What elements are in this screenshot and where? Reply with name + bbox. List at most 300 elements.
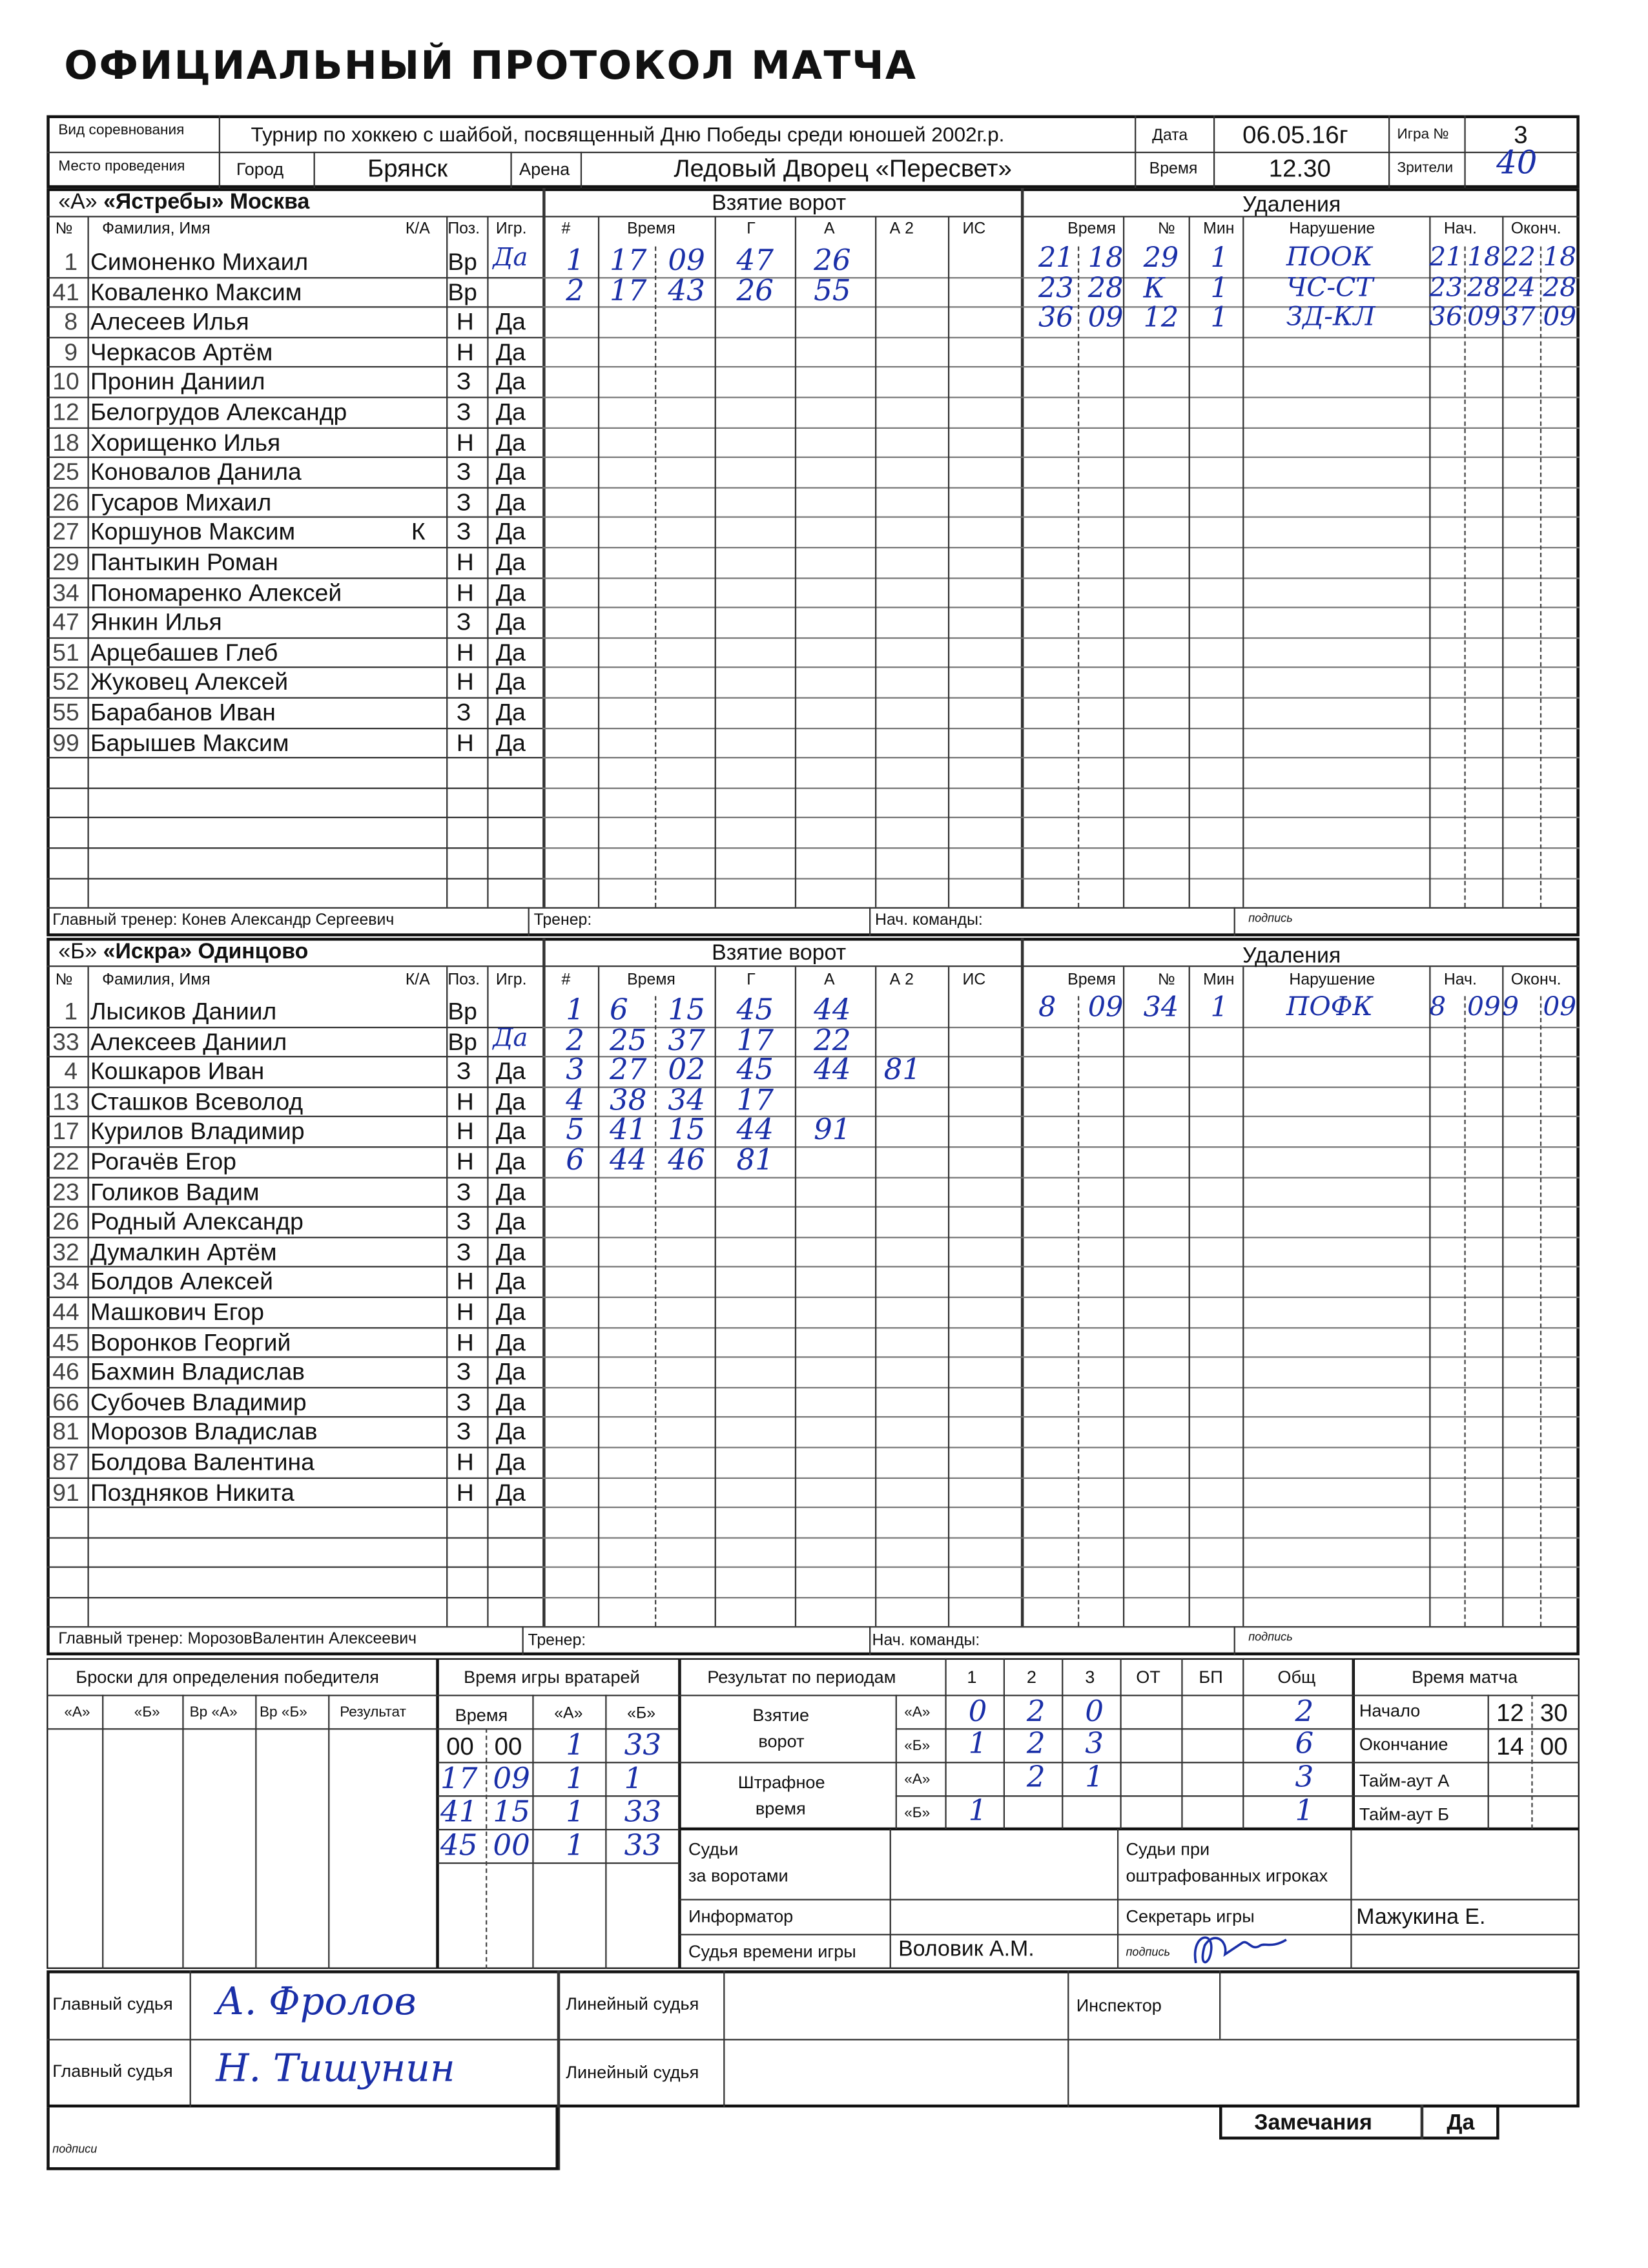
goal-scorer: 47 bbox=[736, 242, 774, 278]
time-divider bbox=[1464, 247, 1465, 907]
grid-line bbox=[542, 1387, 1580, 1388]
player-name: Черкасов Артём bbox=[90, 339, 273, 366]
goal-scorer: 81 bbox=[736, 1142, 774, 1177]
goal-second: 15 bbox=[668, 991, 705, 1027]
player-number: 41 bbox=[52, 279, 79, 306]
goal-second: 46 bbox=[668, 1142, 705, 1177]
grid-line bbox=[46, 1507, 542, 1508]
grid-line bbox=[1123, 967, 1124, 1626]
grid-line bbox=[446, 967, 448, 1626]
period-value: 2 bbox=[1026, 1725, 1045, 1760]
signatures-box bbox=[46, 2107, 559, 2170]
player-position: Н bbox=[456, 1269, 474, 1296]
penalty-player: 29 bbox=[1143, 242, 1179, 274]
secretary-name: Мажукина Е. bbox=[1356, 1904, 1486, 1930]
player-name: Пронин Даниил bbox=[90, 369, 265, 396]
grid-line bbox=[46, 1597, 542, 1598]
grid-line bbox=[542, 577, 1580, 578]
time-divider bbox=[1078, 996, 1079, 1626]
grid-line bbox=[46, 577, 542, 578]
player-number: 55 bbox=[52, 700, 79, 727]
player-name: Лысиков Даниил bbox=[90, 999, 277, 1026]
player-number: 4 bbox=[64, 1059, 78, 1086]
grid-line bbox=[542, 667, 1580, 668]
penalty-player: 12 bbox=[1143, 302, 1179, 335]
goal-second: 34 bbox=[668, 1082, 705, 1117]
player-played: Да bbox=[495, 1479, 526, 1507]
team-a-head-coach: Главный тренер: Конев Александр Сергеевич bbox=[52, 911, 395, 929]
player-number: 66 bbox=[52, 1389, 79, 1416]
grid-line bbox=[46, 727, 542, 728]
grid-line bbox=[715, 218, 716, 907]
player-number: 29 bbox=[52, 550, 79, 577]
player-played: Да bbox=[495, 1149, 526, 1176]
player-played: Да bbox=[495, 1449, 526, 1476]
grid-line bbox=[46, 847, 542, 849]
goalie-change-second: 09 bbox=[493, 1760, 530, 1796]
goalie-a: 1 bbox=[566, 1760, 585, 1796]
player-played: Да bbox=[495, 1179, 526, 1206]
goalie-b: 33 bbox=[624, 1793, 662, 1830]
grid-line bbox=[542, 1266, 1580, 1268]
penalty-second: 28 bbox=[1087, 272, 1124, 305]
goalie-change-minute: 17 bbox=[440, 1760, 478, 1796]
grid-line bbox=[795, 967, 796, 1626]
period-value: 0 bbox=[968, 1693, 987, 1729]
grid-line bbox=[875, 967, 876, 1626]
player-number: 10 bbox=[52, 369, 79, 396]
remarks-value: Да bbox=[1447, 2110, 1475, 2136]
goal-second: 09 bbox=[668, 242, 705, 278]
player-position: З bbox=[456, 1239, 471, 1266]
goal-number: 1 bbox=[566, 991, 585, 1027]
player-number: 91 bbox=[52, 1479, 79, 1507]
player-number: 9 bbox=[64, 339, 78, 366]
team-b-goals-heading: Взятие ворот bbox=[712, 940, 847, 966]
grid-line bbox=[542, 607, 1580, 608]
player-played: Да bbox=[495, 1329, 526, 1356]
player-position: З bbox=[456, 1209, 471, 1236]
grid-line bbox=[715, 967, 716, 1626]
period-value: 1 bbox=[968, 1725, 987, 1760]
grid-line bbox=[88, 967, 89, 1626]
grid-line bbox=[542, 1537, 1580, 1538]
grid-line bbox=[46, 367, 542, 368]
goal-assist: 26 bbox=[814, 242, 851, 278]
grid-line bbox=[46, 1447, 542, 1448]
head-referee-2: Н. Тишунин bbox=[216, 2047, 455, 2092]
player-number: 13 bbox=[52, 1089, 79, 1116]
player-number: 34 bbox=[52, 1269, 79, 1296]
grid-line bbox=[542, 1417, 1580, 1418]
goalie-change-second: 15 bbox=[493, 1793, 530, 1830]
penalty-end-minute: 24 bbox=[1502, 272, 1536, 303]
period-value: 3 bbox=[1085, 1725, 1104, 1760]
player-name: Арцебашев Глеб bbox=[90, 639, 278, 666]
period-value: 6 bbox=[1295, 1725, 1314, 1760]
player-position: З bbox=[456, 1059, 471, 1086]
penalty-end-minute: 37 bbox=[1502, 302, 1536, 333]
player-name: Барышев Максим bbox=[90, 730, 289, 757]
penalty-second: 09 bbox=[1087, 991, 1124, 1024]
grid-line bbox=[487, 218, 488, 907]
grid-line bbox=[542, 1567, 1580, 1568]
goal-minute: 44 bbox=[610, 1142, 647, 1177]
penalty-start-second: 28 bbox=[1467, 272, 1501, 303]
grid-line bbox=[542, 1357, 1580, 1358]
goalie-change-second: 00 bbox=[493, 1827, 530, 1862]
grid-line bbox=[542, 1237, 1580, 1238]
goal-number: 4 bbox=[566, 1082, 585, 1117]
arena-value: Ледовый Дворец «Пересвет» bbox=[674, 154, 1012, 183]
player-position: З bbox=[456, 1179, 471, 1206]
team-b-title: «Б» «Искра» Одинцово bbox=[58, 939, 309, 964]
time-divider bbox=[655, 996, 656, 1626]
grid-line bbox=[46, 818, 542, 819]
grid-line bbox=[542, 457, 1580, 458]
player-name: Гусаров Михаил bbox=[90, 490, 272, 517]
game-no-value: 3 bbox=[1514, 121, 1528, 149]
grid-line bbox=[46, 1237, 542, 1238]
grid-line bbox=[46, 1026, 542, 1027]
goal-scorer: 17 bbox=[736, 1022, 774, 1057]
grid-line bbox=[598, 218, 599, 907]
player-number: 81 bbox=[52, 1419, 79, 1446]
player-played: Да bbox=[495, 610, 526, 637]
player-position: З bbox=[456, 519, 471, 546]
goal-scorer: 45 bbox=[736, 1051, 774, 1087]
player-name: Болдов Алексей bbox=[90, 1269, 273, 1296]
grid-line bbox=[542, 878, 1580, 879]
grid-line bbox=[46, 1387, 542, 1388]
player-position: Н bbox=[456, 670, 474, 697]
grid-line bbox=[46, 1177, 542, 1178]
date-label: Дата bbox=[1152, 127, 1188, 145]
player-name: Голиков Вадим bbox=[90, 1179, 260, 1206]
player-position: З bbox=[456, 490, 471, 517]
grid-line bbox=[542, 336, 1580, 338]
penalty-violation: ПОФК bbox=[1286, 991, 1373, 1023]
player-name: Рогачёв Егор bbox=[90, 1149, 237, 1176]
player-played-mark: Да bbox=[493, 1023, 528, 1053]
team-a-title: «А» «Ястребы» Москва bbox=[58, 189, 310, 214]
penalty-end-second: 09 bbox=[1543, 991, 1577, 1023]
grid-line bbox=[542, 1206, 1580, 1208]
player-played: Да bbox=[495, 1239, 526, 1266]
grid-line bbox=[46, 457, 542, 458]
grid-line bbox=[446, 218, 448, 907]
grid-line bbox=[542, 1326, 1580, 1328]
game-no-label: Игра № bbox=[1397, 127, 1449, 143]
player-name: Бахмин Владислав bbox=[90, 1359, 305, 1386]
time-label: Время bbox=[1149, 160, 1198, 178]
grid-line bbox=[795, 218, 796, 907]
player-name: Пономаренко Алексей bbox=[90, 579, 342, 606]
player-number: 25 bbox=[52, 459, 79, 486]
goalie-change-second: 00 bbox=[494, 1732, 522, 1760]
player-played: Да bbox=[495, 639, 526, 666]
grid-line bbox=[46, 1057, 542, 1058]
penalty-start-second: 09 bbox=[1467, 302, 1501, 333]
period-value: 1 bbox=[1085, 1758, 1104, 1794]
grid-line bbox=[46, 1146, 542, 1148]
player-position: Н bbox=[456, 339, 474, 366]
player-played: Да bbox=[495, 459, 526, 486]
player-position: Н bbox=[456, 579, 474, 606]
player-position: Н bbox=[456, 1329, 474, 1356]
grid-line bbox=[542, 367, 1580, 368]
goal-second: 15 bbox=[668, 1111, 705, 1147]
document-title: ОФИЦИАЛЬНЫЙ ПРОТОКОЛ МАТЧА bbox=[64, 43, 918, 89]
penalty-minutes: 1 bbox=[1210, 302, 1228, 335]
protocol-sheet: ОФИЦИАЛЬНЫЙ ПРОТОКОЛ МАТЧА Вид соревнования Турнир по хоккею с шайбой, посвященный Дню Победы среди юношей 2002г.р. Дата 06.05.16г Игра № 3 Место проведения Город Брянск Арена Ледовый Дворец «Пересвет» Время 12.30 Зрители 40 «А» «Ястребы» Москва Взятие ворот Удаления № Фамилия, Имя К/А Поз. Игр. # Время Г А А 2 ИС Время № Мин Нарушение Нач. Оконч. 1 Симоненко Михаил Вр Да 41 Коваленко Максим Вр 8 Алесеев Илья Н Да 9 Черкасов Артём Н Да 10 Пронин Даниил З Да 12 Белогрудов Александр З Да 18 Хорищенко Илья Н Да 25 Коновалов Данила З Да 26 Гусаров Михаил З Да 27 Коршунов Максим К З Да 29 Пантыкин Роман Н Да 34 Пономаренко Алексей Н Да 47 Янкин Илья З Да 51 Арцебашев Глеб Н Да 52 Жуковец Алексей Н Да 55 Барабанов Иван З Да 99 Барышев Максим Н Да 1 17 09 47 26 2 17 43 26 55 21 18 29 1 ПООК 21 18 22 18 23 28 К 1 ЧС-СТ 23 28 24 28 36 09 12 1 ЗД-КЛ 36 09 37 09 Главный тренер: Конев Александр Сергеевич Тренер: Нач. команды: подпись «Б» «Искра» Одинцово Взятие ворот Удаления № Фамилия, Имя К/А Поз. Игр. # Время Г А А 2 ИС Время № Мин Нарушение Нач. Оконч. 1 Лысиков Даниил Вр 33 Алексеев Даниил Вр Да 4 Кошкаров Иван З Да 13 Сташков Всеволод Н Да 17 Курилов Владимир Н Да 22 Рогачёв Егор Н Да 23 Голиков Вадим З Да 26 Родный Александр З Да 32 Думалкин Артём З Да 34 Болдов Алексей Н Да 44 Машкович Егор Н Да 45 Воронков Георгий Н Да 46 Бахмин Владислав З Да 66 Субочев Владимир З Да 81 Морозов Владислав З Да 87 Болдова Валентина Н Да 91 Поздняков Никита Н Да 1 6 15 45 44 2 25 37 17 22 3 27 02 45 44 81 4 38 34 17 5 41 15 44 91 6 44 46 81 8 09 34 1 ПОФК 8 09 9 09 Главный тренер: МорозовВалентин Алексеевич Тренер: Нач. команды: подпись Броски для определения победителя «А» «Б» Вр «А» Вр «Б» Результат Время игры вратарей Время «А» «Б» 00 00 1 33 17 09 1 1 41 15 1 33 45 00 1 33 Результат по периодам 1 2 3 ОТ БП Общ Взятие ворот Штрафное время «А» «Б» «А» «Б» 0 2 0 2 1 2 3 6 2 1 3 1 1 Время матча Начало Окончание Тайм-аут А Тайм-аут Б 12 30 14 00 Судьи за воротами Судьи при оштрафованных игроках Информатор Секретарь игры Мажукина Е. Судья времени игры Воловик А.М. подпись Главный судья Главный судья Линейный судья Линейный судья Инспектор подписи А. Фролов Н. Тишунин Замечания Да bbox=[0, 0, 1648, 2268]
goalie-change-minute: 45 bbox=[440, 1827, 478, 1862]
goal-number: 6 bbox=[566, 1142, 585, 1177]
period-value: 3 bbox=[1295, 1758, 1314, 1794]
goal-assist: 44 bbox=[814, 1051, 851, 1087]
player-name: Субочев Владимир bbox=[90, 1389, 307, 1416]
player-position: Н bbox=[456, 429, 474, 456]
goal-scorer: 26 bbox=[736, 272, 774, 307]
player-number: 44 bbox=[52, 1299, 79, 1326]
penalty-end-minute: 22 bbox=[1502, 242, 1536, 273]
player-played: Да bbox=[495, 1209, 526, 1236]
player-name: Коваленко Максим bbox=[90, 279, 302, 306]
grid-line bbox=[46, 307, 542, 308]
player-played: Да bbox=[495, 1119, 526, 1146]
player-played: Да bbox=[495, 1269, 526, 1296]
date-value: 06.05.16г bbox=[1242, 121, 1348, 149]
player-number: 51 bbox=[52, 639, 79, 666]
city-value: Брянск bbox=[367, 154, 448, 183]
player-number: 22 bbox=[52, 1149, 79, 1176]
grid-line bbox=[875, 218, 876, 907]
spectators-value: 40 bbox=[1496, 145, 1538, 183]
grid-line bbox=[542, 1297, 1580, 1298]
goal-number: 1 bbox=[566, 242, 585, 278]
time-divider bbox=[655, 247, 656, 907]
goal-number: 2 bbox=[566, 1022, 585, 1057]
grid-line bbox=[46, 878, 542, 879]
head-referee-1: А. Фролов bbox=[216, 1980, 417, 2025]
player-number: 17 bbox=[52, 1119, 79, 1146]
grid-line bbox=[542, 1447, 1580, 1448]
player-position: З bbox=[456, 610, 471, 637]
grid-line bbox=[46, 1417, 542, 1418]
grid-line bbox=[46, 697, 542, 699]
player-name: Воронков Георгий bbox=[90, 1329, 291, 1356]
player-name: Морозов Владислав bbox=[90, 1419, 318, 1446]
player-number: 47 bbox=[52, 610, 79, 637]
player-played-mark: Да bbox=[493, 243, 528, 273]
player-position: Вр bbox=[448, 1029, 477, 1056]
goalie-change-minute: 00 bbox=[446, 1732, 474, 1760]
player-position: Н bbox=[456, 639, 474, 666]
penalty-start-second: 18 bbox=[1467, 242, 1501, 273]
penalty-violation: ЗД-КЛ bbox=[1286, 302, 1375, 333]
arena-label: Арена bbox=[519, 159, 570, 180]
player-position: Н bbox=[456, 1299, 474, 1326]
team-b-penalties-heading: Удаления bbox=[1242, 943, 1341, 969]
time-divider bbox=[1540, 996, 1541, 1626]
player-played: Да bbox=[495, 670, 526, 697]
grid-line bbox=[542, 847, 1580, 849]
player-number: 23 bbox=[52, 1179, 79, 1206]
player-played: Да bbox=[495, 1419, 526, 1446]
grid-line bbox=[46, 1117, 542, 1118]
remarks-label: Замечания bbox=[1254, 2110, 1372, 2136]
player-name: Жуковец Алексей bbox=[90, 670, 289, 697]
player-played: Да bbox=[495, 700, 526, 727]
penalty-minute: 21 bbox=[1038, 242, 1074, 274]
player-played: Да bbox=[495, 339, 526, 366]
player-number: 52 bbox=[52, 670, 79, 697]
penalty-player: 34 bbox=[1143, 991, 1179, 1024]
penalty-minute: 36 bbox=[1038, 302, 1074, 335]
grid-line bbox=[46, 1086, 542, 1088]
grid-line bbox=[46, 487, 542, 488]
player-position: З bbox=[456, 369, 471, 396]
grid-line bbox=[46, 758, 542, 759]
penalty-violation: ПООК bbox=[1286, 242, 1373, 273]
penalty-start-minute: 36 bbox=[1429, 302, 1463, 333]
player-number: 8 bbox=[64, 309, 78, 336]
period-value: 2 bbox=[1026, 1758, 1045, 1794]
penalty-start-minute: 23 bbox=[1429, 272, 1463, 303]
goal-second: 37 bbox=[668, 1022, 705, 1057]
grid-line bbox=[46, 1477, 542, 1478]
penalty-minutes: 1 bbox=[1210, 272, 1228, 305]
secretary-signature bbox=[1184, 1923, 1301, 1975]
goal-minute: 27 bbox=[610, 1051, 647, 1087]
player-played: Да bbox=[495, 550, 526, 577]
penalty-minutes: 1 bbox=[1210, 991, 1228, 1024]
goal-number: 5 bbox=[566, 1111, 585, 1147]
player-played: Да bbox=[495, 519, 526, 546]
player-name: Симоненко Михаил bbox=[90, 249, 309, 276]
player-played: Да bbox=[495, 490, 526, 517]
goal-assist: 91 bbox=[814, 1111, 851, 1147]
player-played: Да bbox=[495, 730, 526, 757]
goal-number: 3 bbox=[566, 1051, 585, 1087]
player-number: 26 bbox=[52, 490, 79, 517]
goal-minute: 6 bbox=[610, 991, 628, 1027]
player-name: Поздняков Никита bbox=[90, 1479, 294, 1507]
grid-line bbox=[46, 517, 542, 518]
player-name: Родный Александр bbox=[90, 1209, 304, 1236]
player-position: Н bbox=[456, 1449, 474, 1476]
player-name: Машкович Егор bbox=[90, 1299, 265, 1326]
goalie-change-minute: 41 bbox=[440, 1793, 478, 1830]
player-position: З bbox=[456, 700, 471, 727]
time-divider bbox=[1540, 247, 1541, 907]
team-a-penalties-heading: Удаления bbox=[1242, 192, 1341, 218]
penalty-player: К bbox=[1143, 272, 1165, 305]
grid-line bbox=[46, 1326, 542, 1328]
competition-value: Турнир по хоккею с шайбой, посвященный Дню Победы среди юношей 2002г.р. bbox=[251, 122, 1005, 146]
goal-assist-2: 81 bbox=[883, 1051, 922, 1087]
goalie-b: 33 bbox=[624, 1726, 662, 1762]
goalie-b: 33 bbox=[624, 1827, 662, 1862]
grid-line bbox=[46, 787, 542, 789]
time-divider bbox=[1078, 247, 1079, 907]
grid-line bbox=[46, 1567, 542, 1568]
timekeeper-name: Воловик А.М. bbox=[898, 1937, 1035, 1962]
grid-line bbox=[46, 336, 542, 338]
grid-line bbox=[46, 397, 542, 398]
player-number: 33 bbox=[52, 1029, 79, 1056]
penalty-second: 09 bbox=[1087, 302, 1124, 335]
player-played: Да bbox=[495, 399, 526, 426]
player-name: Коновалов Данила bbox=[90, 459, 302, 486]
grid-line bbox=[46, 1206, 542, 1208]
player-played: Да bbox=[495, 1089, 526, 1116]
grid-line bbox=[46, 276, 542, 278]
goal-second: 02 bbox=[668, 1051, 705, 1087]
grid-line bbox=[542, 517, 1580, 518]
goalie-a: 1 bbox=[566, 1726, 585, 1762]
venue-label: Место проведения bbox=[58, 159, 185, 176]
penalty-end-second: 18 bbox=[1543, 242, 1577, 273]
grid-line bbox=[46, 637, 542, 638]
goal-second: 43 bbox=[668, 272, 705, 307]
player-number: 18 bbox=[52, 429, 79, 456]
player-played: Да bbox=[495, 1389, 526, 1416]
player-position: Н bbox=[456, 1119, 474, 1146]
grid-line bbox=[487, 967, 488, 1626]
goal-minute: 38 bbox=[610, 1082, 647, 1117]
player-position: З bbox=[456, 1419, 471, 1446]
player-position: З bbox=[456, 1389, 471, 1416]
player-position: Н bbox=[456, 1149, 474, 1176]
player-position: Н bbox=[456, 550, 474, 577]
grid-line bbox=[1502, 967, 1503, 1626]
player-number: 45 bbox=[52, 1329, 79, 1356]
player-played: Да bbox=[495, 429, 526, 456]
player-position: З bbox=[456, 1359, 471, 1386]
player-position: Н bbox=[456, 309, 474, 336]
grid-line bbox=[542, 727, 1580, 728]
penalty-start-minute: 8 bbox=[1429, 991, 1447, 1023]
player-position: З bbox=[456, 459, 471, 486]
competition-label: Вид соревнования bbox=[58, 122, 185, 139]
grid-line bbox=[542, 787, 1580, 789]
player-played: Да bbox=[495, 579, 526, 606]
penalty-end-second: 09 bbox=[1543, 302, 1577, 333]
period-value: 0 bbox=[1085, 1693, 1104, 1729]
player-number: 32 bbox=[52, 1239, 79, 1266]
grid-line bbox=[542, 1507, 1580, 1508]
grid-line bbox=[46, 1357, 542, 1358]
grid-line bbox=[542, 427, 1580, 428]
player-played: Да bbox=[495, 1059, 526, 1086]
period-value: 1 bbox=[1295, 1792, 1314, 1828]
goal-assist: 44 bbox=[814, 991, 851, 1027]
grid-line bbox=[948, 218, 949, 907]
player-name: Пантыкин Роман bbox=[90, 550, 278, 577]
period-value: 2 bbox=[1295, 1693, 1314, 1729]
grid-line bbox=[542, 758, 1580, 759]
player-number: 87 bbox=[52, 1449, 79, 1476]
player-played: Да bbox=[495, 1359, 526, 1386]
grid-line bbox=[46, 547, 542, 548]
grid-line bbox=[1242, 967, 1244, 1626]
goal-minute: 17 bbox=[610, 272, 647, 307]
time-value: 12.30 bbox=[1268, 154, 1331, 183]
player-number: 1 bbox=[64, 249, 78, 276]
goal-minute: 25 bbox=[610, 1022, 647, 1057]
goal-scorer: 45 bbox=[736, 991, 774, 1027]
